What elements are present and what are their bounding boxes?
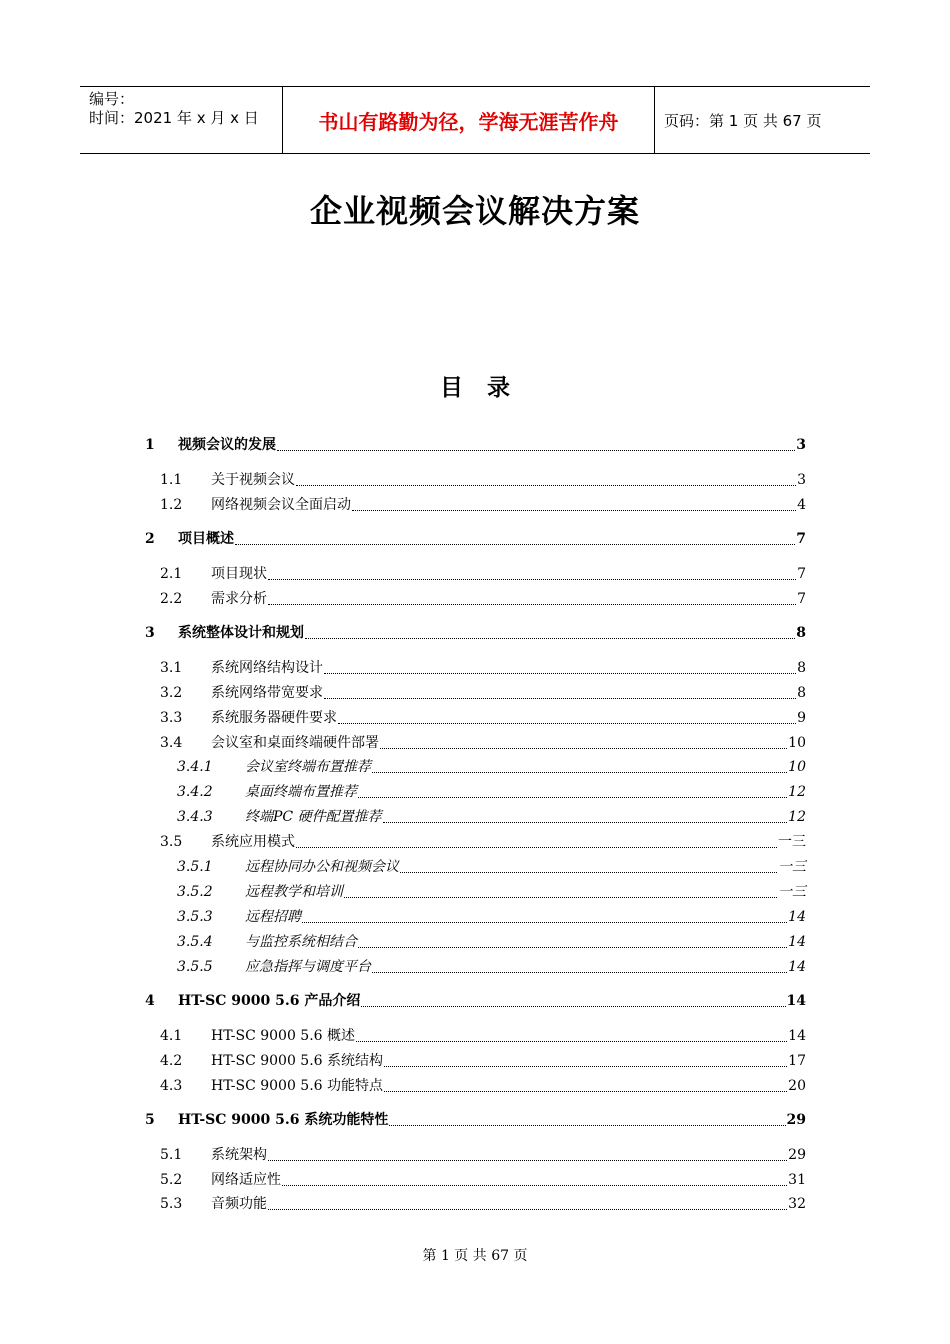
toc-entry[interactable] xyxy=(160,657,806,679)
toc-leader-dots xyxy=(268,604,796,605)
toc-entry[interactable] xyxy=(160,707,806,729)
toc-leader-dots xyxy=(384,1091,787,1092)
toc-entry-number: 5.3 xyxy=(160,1196,183,1212)
toc-entry-number: 3 xyxy=(145,625,155,641)
toc-heading: 目录 xyxy=(440,375,534,401)
toc-entry[interactable] xyxy=(177,956,806,978)
toc-entry[interactable] xyxy=(160,732,806,754)
toc-leader-dots xyxy=(372,772,787,773)
toc-entry-number: 3.5 xyxy=(160,834,183,850)
toc-leader-dots xyxy=(361,1006,785,1007)
toc-entry-title: 会议室终端布置推荐 xyxy=(245,759,371,775)
toc-entry-title: 系统网络带宽要求 xyxy=(211,685,323,701)
toc-entry-page: 一三 xyxy=(778,834,806,850)
toc-entry-number: 3.4 xyxy=(160,735,183,751)
toc-leader-dots xyxy=(356,1041,787,1042)
toc-entry-title: 项目现状 xyxy=(211,566,267,582)
toc-entry-title: 与监控系统相结合 xyxy=(245,934,357,950)
toc-entry[interactable] xyxy=(177,756,806,778)
page-header xyxy=(80,86,870,154)
toc-entry-number: 2.1 xyxy=(160,566,183,582)
toc-entry-page: 9 xyxy=(797,710,806,726)
toc-entry-number: 4.1 xyxy=(160,1028,183,1044)
toc-entry-page: 3 xyxy=(797,472,806,488)
toc-entry-page: 10 xyxy=(788,735,806,751)
toc-entry-title: 音频功能 xyxy=(211,1196,267,1212)
toc-entry-title: 系统网络结构设计 xyxy=(211,660,323,676)
toc-entry-number: 3.5.3 xyxy=(177,909,213,925)
toc-entry-number: 4.3 xyxy=(160,1078,183,1094)
toc-entry[interactable] xyxy=(160,1075,806,1097)
toc-leader-dots xyxy=(235,544,795,545)
toc-entry-number: 2.2 xyxy=(160,591,183,607)
toc-entry-title: 远程招聘 xyxy=(245,909,301,925)
toc-entry-number: 3.1 xyxy=(160,660,183,676)
toc-entry[interactable] xyxy=(160,494,806,516)
toc-entry-number: 3.4.1 xyxy=(177,759,213,775)
toc-entry-number: 5 xyxy=(145,1112,155,1128)
doc-code-label: 编号： xyxy=(89,90,135,108)
toc-leader-dots xyxy=(338,723,796,724)
toc-entry-title: 网络视频会议全面启动 xyxy=(211,497,351,513)
toc-leader-dots xyxy=(384,1066,787,1067)
toc-entry-title: 视频会议的发展 xyxy=(178,437,276,453)
toc-leader-dots xyxy=(296,847,777,848)
toc-leader-dots xyxy=(268,1209,787,1210)
toc-leader-dots xyxy=(277,450,795,451)
toc-entry-page: 32 xyxy=(788,1196,806,1212)
toc-entry-title: 桌面终端布置推荐 xyxy=(245,784,357,800)
header-page-label: 页码：第 1 页 共 67 页 xyxy=(664,111,822,130)
toc-leader-dots xyxy=(352,510,796,511)
toc-entry[interactable] xyxy=(160,469,806,491)
toc-leader-dots xyxy=(268,579,796,580)
toc-leader-dots xyxy=(302,922,787,923)
toc-entry-number: 2 xyxy=(145,531,155,547)
toc-entry-page: 17 xyxy=(788,1053,806,1069)
toc-entry-page: 一三 xyxy=(778,884,806,900)
toc-entry-page: 7 xyxy=(796,531,806,547)
toc-entry-page: 8 xyxy=(797,660,806,676)
toc-entry-title: 会议室和桌面终端硬件部署 xyxy=(211,735,379,751)
toc-entry-number: 1.1 xyxy=(160,472,183,488)
toc-entry-number: 4 xyxy=(145,993,155,1009)
toc-entry-title: HT-SC 9000 5.6 概述 xyxy=(211,1028,356,1044)
toc-entry-title: HT-SC 9000 5.6 功能特点 xyxy=(211,1078,384,1094)
toc-entry-page: 7 xyxy=(797,591,806,607)
toc-leader-dots xyxy=(324,698,796,699)
toc-entry[interactable] xyxy=(177,856,806,878)
toc-entry-title: 关于视频会议 xyxy=(211,472,295,488)
toc-leader-dots xyxy=(383,822,788,823)
toc-leader-dots xyxy=(324,673,796,674)
toc-leader-dots xyxy=(305,638,795,639)
toc-entry-page: 一三 xyxy=(778,859,806,875)
toc-entry[interactable] xyxy=(177,906,806,928)
toc-leader-dots xyxy=(389,1125,785,1126)
toc-entry-title: 系统应用模式 xyxy=(211,834,295,850)
toc-entry[interactable] xyxy=(145,434,806,456)
toc-entry-number: 3.2 xyxy=(160,685,183,701)
toc-entry-page: 12 xyxy=(788,784,806,800)
toc-entry-page: 7 xyxy=(797,566,806,582)
toc-entry-title: 网络适应性 xyxy=(211,1172,281,1188)
toc-entry-page: 29 xyxy=(786,1112,806,1128)
toc-entry-number: 3.5.5 xyxy=(177,959,213,975)
toc-entry-number: 3.5.1 xyxy=(177,859,213,875)
toc-entry[interactable] xyxy=(177,881,806,903)
toc-entry-page: 4 xyxy=(797,497,806,513)
toc-entry[interactable] xyxy=(160,831,806,853)
toc-entry-page: 8 xyxy=(796,625,806,641)
toc-entry[interactable] xyxy=(160,1169,806,1191)
document-title: 企业视频会议解决方案 xyxy=(309,192,640,230)
toc-entry-title: 远程协同办公和视频会议 xyxy=(245,859,399,875)
toc-leader-dots xyxy=(372,972,787,973)
toc-entry[interactable] xyxy=(145,622,806,644)
toc-leader-dots xyxy=(358,797,787,798)
toc-entry-number: 3.5.4 xyxy=(177,934,213,950)
toc-entry[interactable] xyxy=(160,1144,806,1166)
toc-entry-title: 终端PC 硬件配置推荐 xyxy=(245,809,382,825)
toc-entry-page: 14 xyxy=(786,993,806,1009)
toc-entry-number: 3.4.2 xyxy=(177,784,213,800)
toc-entry-number: 3.5.2 xyxy=(177,884,213,900)
toc-entry-page: 29 xyxy=(788,1147,806,1163)
toc-entry[interactable] xyxy=(145,528,806,550)
toc-entry-title: 应急指挥与调度平台 xyxy=(245,959,371,975)
toc-entry-title: 需求分析 xyxy=(211,591,267,607)
toc-entry[interactable] xyxy=(177,931,806,953)
toc-entry[interactable] xyxy=(177,781,806,803)
toc-entry-title: 系统架构 xyxy=(211,1147,267,1163)
toc-leader-dots xyxy=(282,1185,787,1186)
toc-leader-dots xyxy=(296,485,796,486)
toc-entry-page: 14 xyxy=(788,909,806,925)
toc-entry-title: 系统服务器硬件要求 xyxy=(211,710,337,726)
toc-entry-page: 31 xyxy=(788,1172,806,1188)
toc-entry[interactable] xyxy=(160,1025,806,1047)
toc-entry[interactable] xyxy=(145,1109,806,1131)
toc-entry-number: 1 xyxy=(145,437,155,453)
toc-entry-page: 14 xyxy=(788,959,806,975)
toc-leader-dots xyxy=(358,947,787,948)
toc-entry-title: HT-SC 9000 5.6 系统功能特性 xyxy=(178,1112,389,1128)
toc-leader-dots xyxy=(268,1160,787,1161)
toc-entry-page: 14 xyxy=(788,934,806,950)
toc-entry[interactable] xyxy=(177,806,806,828)
toc-entry-title: 远程教学和培训 xyxy=(245,884,343,900)
toc-entry-number: 3.4.3 xyxy=(177,809,213,825)
toc-entry-page: 12 xyxy=(788,809,806,825)
toc-entry-title: HT-SC 9000 5.6 产品介绍 xyxy=(178,993,361,1009)
toc-entry-title: 系统整体设计和规划 xyxy=(178,625,304,641)
doc-date-label: 时间：2021 年 x 月 x 日 xyxy=(89,109,259,127)
toc-entry[interactable] xyxy=(160,563,806,585)
toc-entry[interactable] xyxy=(160,1193,806,1215)
toc-leader-dots xyxy=(380,748,787,749)
toc-entry[interactable] xyxy=(160,1050,806,1072)
toc-leader-dots xyxy=(400,872,777,873)
header-meta xyxy=(80,87,282,153)
toc-entry-page: 20 xyxy=(788,1078,806,1094)
toc-entry-number: 5.2 xyxy=(160,1172,183,1188)
toc-entry-page: 10 xyxy=(788,759,806,775)
toc-entry[interactable] xyxy=(160,682,806,704)
page-footer: 第 1 页 共 67 页 xyxy=(422,1248,528,1264)
toc-entry-number: 1.2 xyxy=(160,497,183,513)
toc-entry-number: 3.3 xyxy=(160,710,183,726)
toc-entry[interactable] xyxy=(160,588,806,610)
toc-entry-page: 14 xyxy=(788,1028,806,1044)
toc-entry-page: 8 xyxy=(797,685,806,701)
toc-entry-title: 项目概述 xyxy=(178,531,234,547)
toc-entry-title: HT-SC 9000 5.6 系统结构 xyxy=(211,1053,384,1069)
header-motto: 书山有路勤为径，学海无涯苦作舟 xyxy=(282,87,655,153)
toc-entry-number: 4.2 xyxy=(160,1053,183,1069)
toc-entry[interactable] xyxy=(145,990,806,1012)
toc-entry-number: 5.1 xyxy=(160,1147,183,1163)
toc-entry-page: 3 xyxy=(796,437,806,453)
toc-leader-dots xyxy=(344,897,777,898)
